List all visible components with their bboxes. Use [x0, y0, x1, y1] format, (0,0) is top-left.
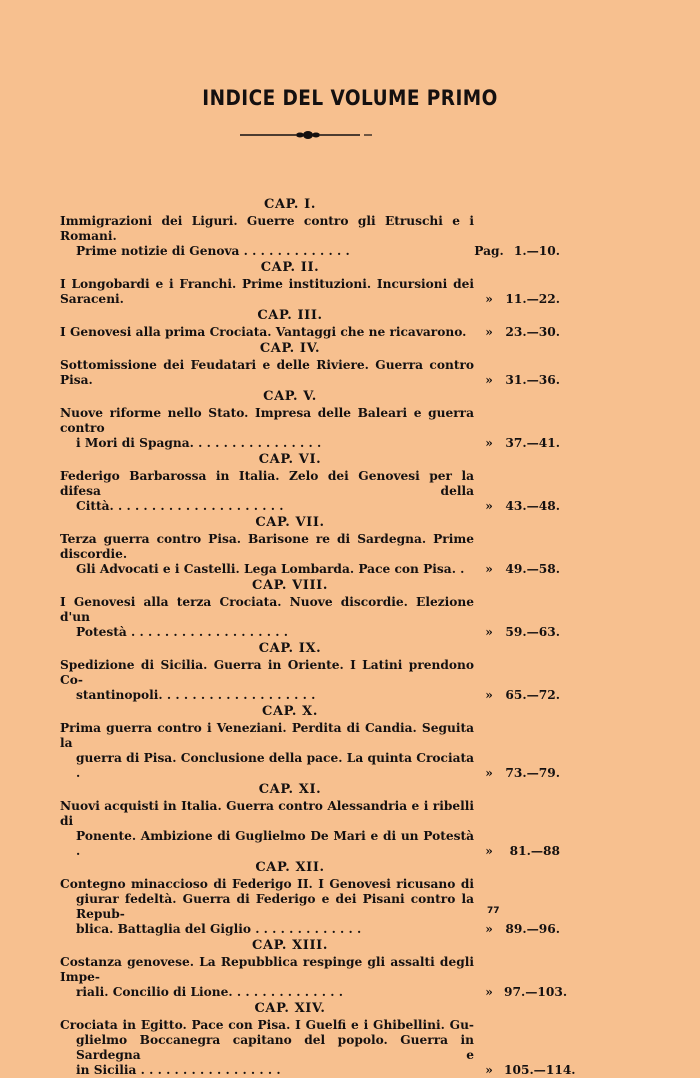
entry-line: Prima guerra contro i Veneziani. Perdita di Candia. Seguita la [60, 720, 474, 750]
entry-line: I Genovesi alla terza Crociata. Nuove discordie. Elezione d'un [60, 594, 474, 624]
chapter-heading: CAP. VIII. [252, 578, 328, 593]
toc-entry [60, 658, 560, 703]
entry-line: I Longobardi e i Franchi. Prime instituzioni. Incursioni dei Saraceni. [60, 276, 474, 306]
toc-entry [60, 1017, 576, 1078]
entry-description [60, 325, 474, 340]
entry-line: Terza guerra contro Pisa. Barisone re di Sardegna. Prime discordie. [60, 531, 474, 561]
entry-description [60, 358, 474, 388]
entry-line: Gli Advocati e i Castelli. Lega Lombarda. Pace con Pisa. . [76, 561, 465, 576]
entry-line: Ponente. Ambizione di Guglielmo De Mari e di un Potestà . [76, 828, 474, 858]
entry-description [60, 469, 474, 514]
entry-line: Contegno minaccioso di Federigo II. I Genovesi ricusano di [60, 876, 474, 891]
page-marker: » [485, 765, 493, 780]
entry-line: Spedizione di Sicilia. Guerra in Oriente. I Latini prendono Co- [60, 657, 474, 687]
page-marker: » [485, 921, 493, 936]
page-range: 49.—58. [505, 561, 560, 576]
entry-line: Sottomissione dei Feudatari e delle Riviere. Guerra contro Pisa. [60, 357, 474, 387]
toc-entry [60, 277, 560, 307]
page-marker: » [485, 984, 493, 999]
entry-description [60, 877, 474, 937]
toc-entry [60, 358, 560, 388]
page-marker: » [485, 687, 493, 702]
chapter-heading: CAP. V. [263, 389, 317, 404]
chapter-heading: CAP. X. [262, 704, 318, 719]
page-title: INDICE DEL VOLUME PRIMO [202, 86, 498, 110]
toc-entry [60, 532, 560, 577]
page-range: 31.—36. [505, 372, 560, 387]
page-marker: » [485, 498, 493, 513]
page-range: 43.—48. [505, 498, 560, 513]
page-range: 59.—63. [505, 624, 560, 639]
chapter-heading: CAP. VII. [255, 515, 325, 530]
entry-line: guerra di Pisa. Conclusione della pace. La quinta Crociata . [76, 750, 474, 780]
entry-line: glielmo Boccanegra capitano del popolo. Guerra in Sardegna e [76, 1032, 474, 1062]
entry-line: Nuovi acquisti in Italia. Guerra contro Alessandria e i ribelli di [60, 798, 474, 828]
table-of-contents [60, 196, 576, 1078]
page-marker: » [485, 324, 493, 339]
page-range: 65.—72. [505, 687, 560, 702]
entry-description [60, 532, 474, 577]
entry-line: i Mori di Spagna. . . . . . . . . . . . . . . . [76, 435, 322, 450]
page-range: 97.—103. [504, 984, 568, 999]
entry-line: I Genovesi alla prima Crociata. Vantaggi che ne ricavarono. [60, 324, 467, 339]
page-marker: » [485, 291, 493, 306]
page-range: 23.—30. [505, 324, 560, 339]
entry-description [60, 721, 474, 781]
entry-line: Nuove riforme nello Stato. Impresa delle Baleari e guerra contro [60, 405, 474, 435]
page-marker: » [485, 624, 493, 639]
entry-description [60, 214, 474, 259]
entry-line: riali. Concilio di Lione. . . . . . . . . . . . . . [76, 984, 343, 999]
page-range: 73.—79. [505, 765, 560, 780]
chapter-heading: CAP. IX. [258, 641, 322, 656]
entry-line: in Sicilia . . . . . . . . . . . . . . . . . [76, 1062, 281, 1077]
entry-line: Immigrazioni dei Liguri. Guerre contro gli Etruschi e i Romani. [60, 213, 474, 243]
chapter-heading: CAP. XI. [258, 782, 322, 797]
entry-line: blica. Battaglia del Giglio . . . . . . . . . . . . . [76, 921, 362, 936]
toc-entry [60, 595, 560, 640]
toc-entry [60, 799, 560, 859]
page-range: 89.—96. [505, 921, 560, 936]
entry-line: Crociata in Egitto. Pace con Pisa. I Guelfi e i Ghibellini. Gu- [60, 1017, 474, 1032]
entry-description [60, 595, 474, 640]
toc-entry [60, 954, 568, 1000]
entry-line: Costanza genovese. La Repubblica respinge gli assalti degli Impe- [60, 954, 474, 984]
toc-entry [60, 877, 560, 937]
chapter-heading: CAP. XIV. [254, 1001, 326, 1016]
page-range: 11.—22. [505, 291, 560, 306]
ornament-divider-icon [238, 128, 378, 142]
entry-description [60, 658, 474, 703]
page-range: 1.—10. [513, 243, 560, 258]
page-number: 77 [487, 906, 500, 916]
page-marker: » [485, 372, 493, 387]
page-range: 37.—41. [505, 435, 560, 450]
page-marker: » [485, 561, 493, 576]
entry-description [60, 1018, 474, 1078]
entry-description [60, 799, 474, 859]
entry-line: Città. . . . . . . . . . . . . . . . . . . . . [76, 498, 284, 513]
chapter-heading: CAP. IV. [259, 341, 321, 356]
page-range: 105.—114. [504, 1062, 576, 1077]
page-marker: » [485, 435, 493, 450]
toc-entry [60, 406, 560, 451]
page-range: 81.—88 [509, 843, 560, 858]
chapter-heading: CAP. XIII. [252, 938, 328, 953]
entry-line: giurar fedeltà. Guerra di Federigo e dei Pisani contro la Repub- [76, 891, 474, 921]
chapter-heading: CAP. VI. [258, 452, 322, 467]
page-marker: Pag. [474, 243, 504, 258]
entry-line: stantinopoli. . . . . . . . . . . . . . . . . . . [76, 687, 316, 702]
entry-line: Prime notizie di Genova . . . . . . . . . . . . . [76, 243, 350, 258]
entry-line: Federigo Barbarossa in Italia. Zelo dei Genovesi per la difesa della [60, 468, 474, 498]
entry-description [60, 277, 474, 307]
entry-description [60, 406, 474, 451]
toc-entry [60, 325, 560, 340]
chapter-heading: CAP. III. [257, 308, 323, 323]
page-marker: » [485, 843, 493, 858]
entry-line: Potestà . . . . . . . . . . . . . . . . . . . [76, 624, 288, 639]
chapter-heading: CAP. II. [260, 260, 320, 275]
entry-description [60, 955, 474, 1000]
toc-entry [60, 214, 560, 259]
chapter-heading: CAP. I. [264, 197, 316, 212]
chapter-heading: CAP. XII. [255, 860, 325, 875]
toc-entry [60, 721, 560, 781]
page-marker: » [485, 1062, 493, 1077]
toc-entry [60, 469, 560, 514]
